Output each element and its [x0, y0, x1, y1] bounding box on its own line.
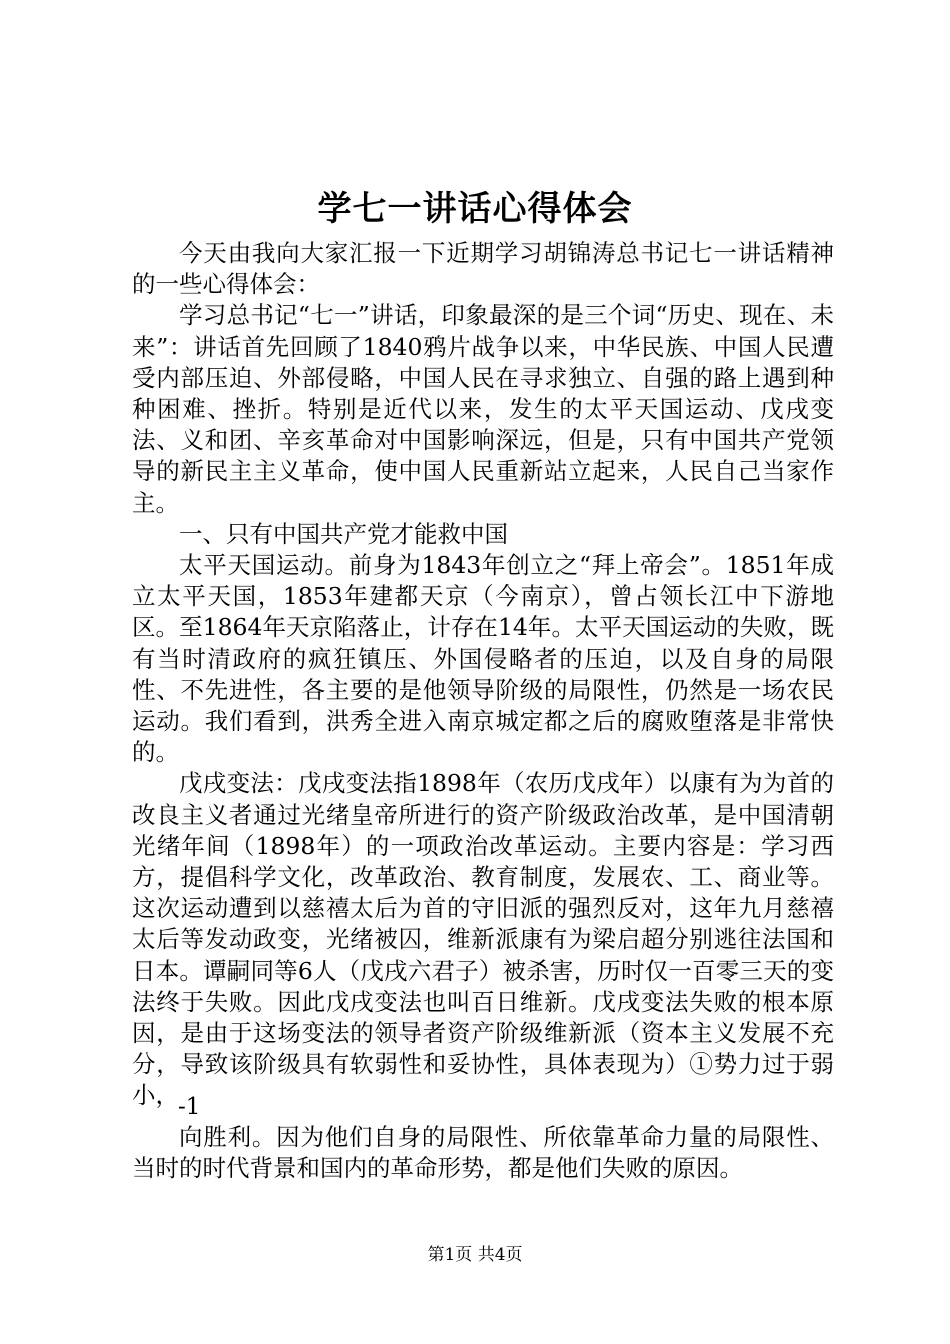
page-footer: 第1页 共4页 — [427, 1245, 523, 1265]
paragraph-taiping: 太平天国运动。前身为1843年创立之“拜上帝会”。1851年成立太平天国，1853年建都天京（今南京），曾占领长江中下游地区。至1864年天京陷落止，计存在14年。太平天国运动的失败，既有当时清政府的疯狂镇压、外国侵略者的压迫，以及自身的局限性、不先进性，各主要的是他领导阶级的局限性，仍然是一场农民运动。我们看到，洪秀全进入南京城定都之后的腐败堕落是非常快的。 — [132, 551, 834, 767]
paragraph-history: 学习总书记“七一”讲话，印象最深的是三个词“历史、现在、未来”：讲话首先回顾了1840鸦片战争以来，中华民族、中国人民遭受内部压迫、外部侵略，中国人民在寻求独立、自强的路上遇到种种困难、挫折。特别是近代以来，发生的太平天国运动、戊戌变法、义和团、辛亥革命对中国影响深远，但是，只有中国共产党领导的新民主主义革命，使中国人民重新站立起来，人民自己当家作主。 — [132, 301, 834, 517]
document-body — [132, 238, 834, 1112]
section-heading: 一、只有中国共产党才能救中国 — [179, 519, 508, 548]
document-body-continued — [132, 1122, 834, 1184]
paragraph-continuation: 向胜利。因为他们自身的局限性、所依靠革命力量的局限性、当时的时代背景和国内的革命形势，都是他们失败的原因。 — [132, 1123, 834, 1183]
document-title: 学七一讲话心得体会 — [317, 189, 633, 229]
page-marker: -1 — [178, 1094, 201, 1120]
paragraph-wuxu: 戊戌变法：戊戌变法指1898年（农历戊戌年）以康有为为首的改良主义者通过光绪皇帝所进行的资产阶级政治改革，是中国清朝光绪年间（1898年）的一项政治改革运动。主要内容是：学习西方，提倡科学文化，改革政治、教育制度，发展农、工、商业等。这次运动遭到以慈禧太后为首的守旧派的强烈反对，这年九月慈禧太后等发动政变，光绪被囚，维新派康有为梁启超分别逃往法国和日本。谭嗣同等6人（戊戌六君子）被杀害，历时仅一百零三天的变法终于失败。因此戊戌变法也叫百日维新。戊戌变法失败的根本原因，是由于这场变法的领导者资产阶级维新派（资本主义发展不充分，导致该阶级具有软弱性和妥协性，具体表现为）①势力过于弱小， — [132, 769, 834, 1110]
paragraph-intro: 今天由我向大家汇报一下近期学习胡锦涛总书记七一讲话精神的一些心得体会： — [132, 239, 834, 299]
